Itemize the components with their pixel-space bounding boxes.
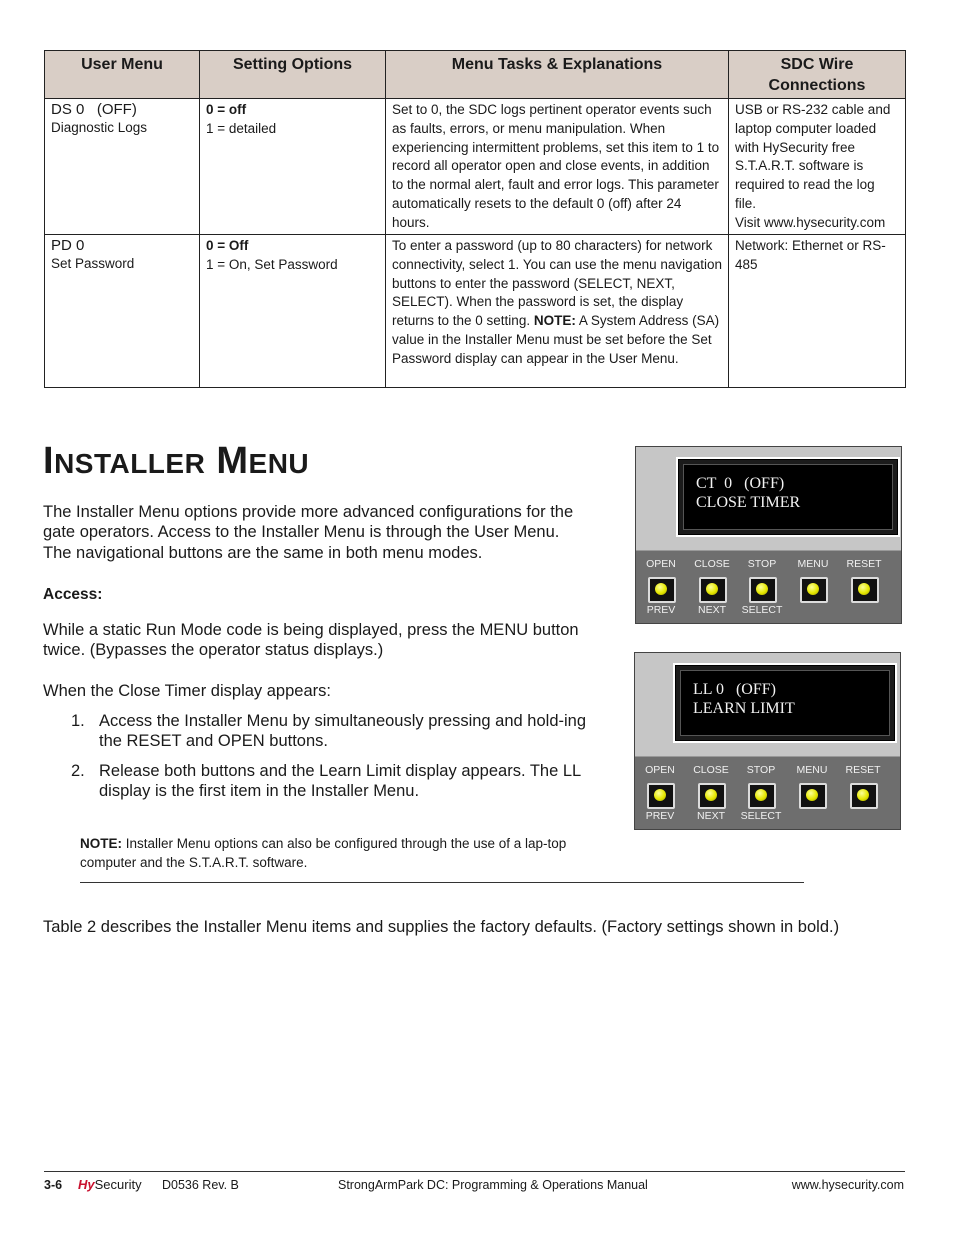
- wire-text: USB or RS-232 cable and laptop computer loaded with HySecurity free S.T.A.R.T. software is required to read the log file.: [735, 102, 891, 211]
- lcd-screen: [676, 457, 900, 537]
- setting-options-cell: [200, 99, 386, 235]
- open-label: OPEN: [645, 764, 675, 776]
- task-explanation-cell: [386, 235, 729, 388]
- lcd-line-1: CT 0 (OFF): [696, 475, 785, 492]
- wire-connection-cell: [729, 99, 906, 235]
- document-id: D0536 Rev. B: [162, 1178, 239, 1192]
- section-title: INSTALLER MENU: [43, 440, 310, 482]
- table-intro-text: Table 2 describes the Installer Menu items and supplies the factory defaults. (Factory settings shown in bold.): [43, 918, 840, 936]
- list-item: 1. Access the Installer Menu by simultaneously pressing and hold-ing the RESET and OPEN buttons.: [71, 712, 587, 751]
- task-explanation-cell: Set to 0, the SDC logs pertinent operator events such as faults, errors, or menu manipulation. When experiencing intermittent problems, set this item to 1 to record all operator open and close events, in addition to the normal alert, fault and error logs. This parameter automatically resets to the default 0 (off) after 24 hours.: [386, 99, 729, 235]
- manual-title: StrongArmPark DC: Programming & Operations Manual: [338, 1178, 648, 1192]
- lcd-line-2: LEARN LIMIT: [693, 700, 795, 717]
- task-note-text: A System Address (SA) value in the Installer Menu must be set before the Set Password display can appear in the User Menu.: [392, 313, 720, 366]
- col-header-setting-options: Setting Options: [200, 51, 386, 99]
- table-row: [45, 99, 906, 235]
- website-link[interactable]: www.hysecurity.com: [791, 1178, 904, 1192]
- menu-button[interactable]: [800, 577, 828, 603]
- close-timer-paragraph: When the Close Timer display appears:: [43, 682, 331, 700]
- intro-paragraph: The Installer Menu options provide more advanced configurations for the gate operators. Access to the Installer Menu is through the User Menu. The navigational buttons are the same in both menu modes.: [43, 503, 574, 562]
- next-label: NEXT: [696, 810, 725, 822]
- select-label: SELECT: [741, 604, 783, 616]
- menu-button[interactable]: [799, 783, 827, 809]
- reset-button[interactable]: [851, 577, 879, 603]
- next-label: NEXT: [697, 604, 726, 616]
- close-timer-display-panel: [635, 446, 902, 624]
- default-option: 0 = off: [206, 102, 247, 117]
- menu-label: MENU: [797, 558, 829, 570]
- close-label: CLOSE: [694, 558, 730, 570]
- stop-button[interactable]: [749, 577, 777, 603]
- table-row: [45, 235, 906, 388]
- setting-options-cell: [200, 235, 386, 388]
- menu-item-cell: [45, 99, 200, 235]
- select-label: SELECT: [740, 810, 782, 822]
- menu-label: MENU: [796, 764, 828, 776]
- stop-label: STOP: [747, 558, 777, 570]
- learn-limit-display-panel: [634, 652, 901, 830]
- access-paragraph: While a static Run Mode code is being displayed, press the MENU button twice. (Bypasses the operator status displays.): [43, 621, 579, 660]
- menu-item-cell: [45, 235, 200, 388]
- open-button[interactable]: [648, 577, 676, 603]
- installer-note: NOTE: Installer Menu options can also be configured through the use of a lap-top computer and the S.T.A.R.T. software.: [80, 836, 567, 870]
- col-header-sdc-wire: SDC Wire Connections: [729, 51, 906, 99]
- lcd-line-1: LL 0 (OFF): [693, 681, 776, 698]
- access-heading: Access:: [43, 586, 103, 603]
- menu-code: PD 0: [51, 237, 85, 254]
- reset-label: RESET: [845, 764, 881, 776]
- open-label: OPEN: [646, 558, 676, 570]
- close-button[interactable]: [698, 783, 726, 809]
- prev-label: PREV: [645, 810, 675, 822]
- col-header-user-menu: User Menu: [45, 51, 200, 99]
- other-option: 1 = detailed: [206, 120, 277, 136]
- lcd-screen: [673, 663, 897, 743]
- menu-code: DS 0 (OFF): [51, 101, 137, 118]
- footer-divider: [44, 1171, 905, 1172]
- user-menu-table: [44, 50, 906, 388]
- lcd-line-2: CLOSE TIMER: [696, 494, 801, 511]
- other-option: 1 = On, Set Password: [206, 256, 338, 272]
- page-number: 3-6: [44, 1178, 63, 1192]
- prev-label: PREV: [646, 604, 676, 616]
- default-option: 0 = Off: [206, 238, 249, 253]
- access-steps: [43, 711, 588, 810]
- table-header-row: [45, 51, 906, 99]
- wire-link-text: Visit www.hysecurity.com: [735, 214, 886, 230]
- divider: [80, 882, 804, 883]
- hysecurity-logo: HySecurity: [78, 1177, 142, 1192]
- reset-button[interactable]: [850, 783, 878, 809]
- task-text: To enter a password (up to 80 characters) for network connectivity, select 1. You can use the menu navigation buttons to enter the password (SELECT, NEXT, SELECT). When the password is set, the display returns to the 0 setting.: [392, 238, 722, 329]
- close-label: CLOSE: [693, 764, 729, 776]
- reset-label: RESET: [846, 558, 882, 570]
- menu-name: Set Password: [51, 256, 135, 271]
- task-note-label: NOTE:: [533, 313, 576, 329]
- menu-name: Diagnostic Logs: [51, 120, 148, 135]
- stop-button[interactable]: [748, 783, 776, 809]
- list-item: 2. Release both buttons and the Learn Limit display appears. The LL display is the first item in the Installer Menu.: [71, 761, 581, 800]
- open-button[interactable]: [647, 783, 675, 809]
- stop-label: STOP: [746, 764, 776, 776]
- close-button[interactable]: [699, 577, 727, 603]
- wire-connection-cell: Network: Ethernet or RS-485: [729, 235, 906, 388]
- col-header-menu-tasks: Menu Tasks & Explanations: [386, 51, 729, 99]
